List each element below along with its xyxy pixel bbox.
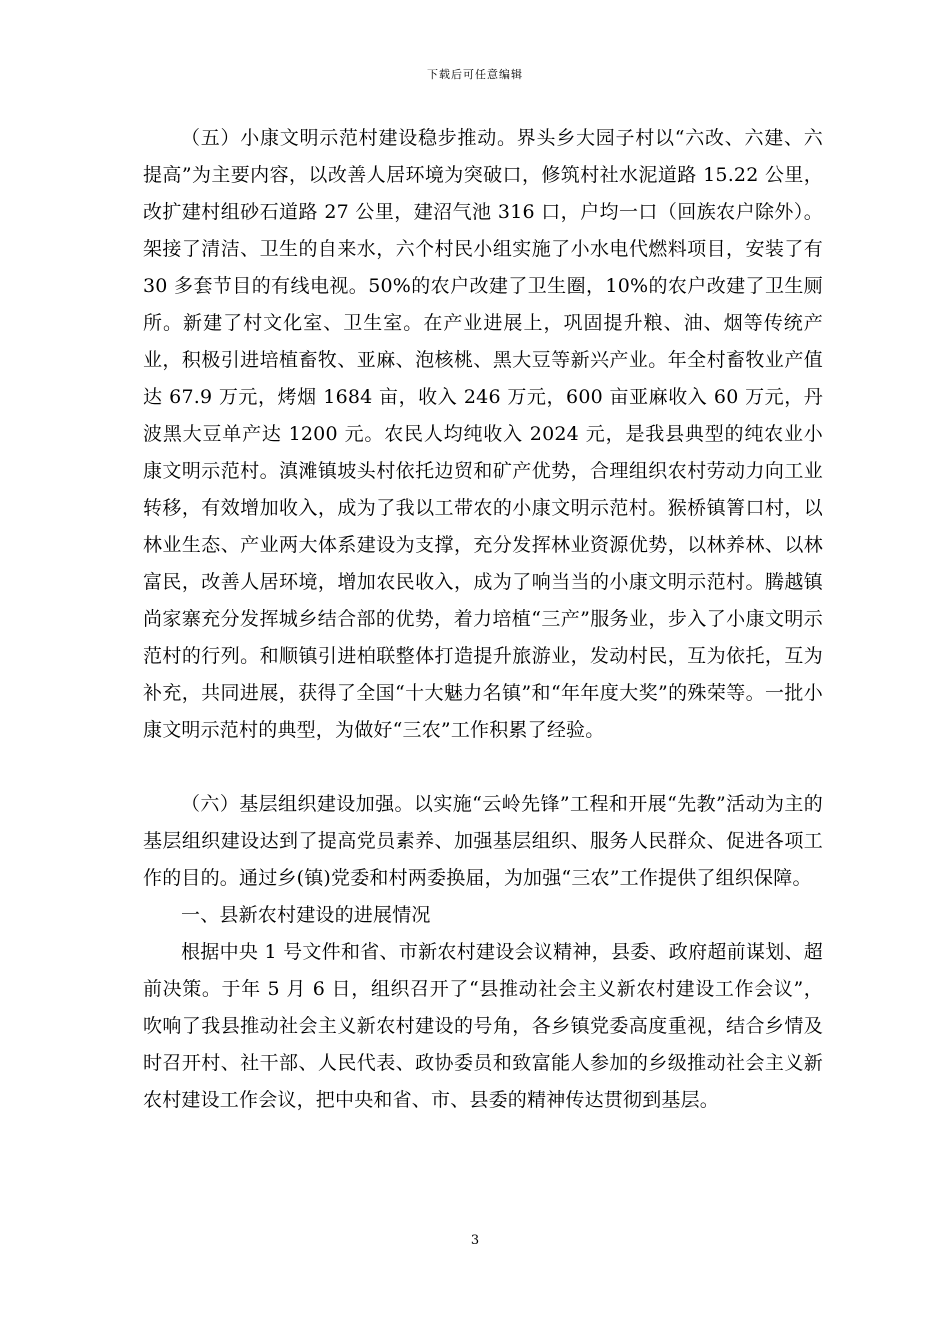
section-heading: 一、县新农村建设的进展情况 <box>181 904 431 926</box>
document-body <box>143 120 823 1119</box>
paragraph-progress: 根据中央 1 号文件和省、市新农村建设会议精神，县委、政府超前谋划、超前决策。于年 5 月 6 日，组织召开了“县推动社会主义新农村建设工作会议”，吹响了我县推动社会主义新农村建设的号角，各乡镇党委高度重视，结合乡情及时召开村、社干部、人民代表、政协委员和致富能人参加的乡级推动社会主义新农村建设工作会议，把中央和省、市、县委的精神传达贯彻到基层。 <box>143 941 823 1111</box>
page-header-note: 下载后可任意编辑 <box>427 68 523 81</box>
paragraph-section-five: （五）小康文明示范村建设稳步推动。界头乡大园子村以“六改、六建、六提高”为主要内容，以改善人居环境为突破口，修筑村社水泥道路 15.22 公里，改扩建村组砂石道路 27 公里，建沼气池 316 口，户均一口（回族农户除外）。架接了清洁、卫生的自来水，六个村民小组实施了小水电代燃料项目，安装了有 30 多套节目的有线电视。50%的农户改建了卫生圈，10%的农户改建了卫生厕所。新建了村文化室、卫生室。在产业进展上，巩固提升粮、油、烟等传统产业，积极引进培植畜牧、亚麻、泡核桃、黑大豆等新兴产业。年全村畜牧业产值达 67.9 万元，烤烟 1684 亩，收入 246 万元，600 亩亚麻收入 60 万元，丹波黑大豆单产达 1200 元。农民人均纯收入 2024 元，是我县典型的纯农业小康文明示范村。滇滩镇坡头村依托边贸和矿产优势，合理组织农村劳动力向工业转移，有效增加收入，成为了我以工带农的小康文明示范村。猴桥镇箐口村，以林业生态、产业两大体系建设为支撑，充分发挥林业资源优势，以林养林、以林富民，改善人居环境，增加农民收入，成为了响当当的小康文明示范村。腾越镇尚家寨充分发挥城乡结合部的优势，着力培植“三产”服务业，步入了小康文明示范村的行列。和顺镇引进柏联整体打造提升旅游业，发动村民，互为依托，互为补充，共同进展，获得了全国“十大魅力名镇”和“年年度大奖”的殊荣等。一批小康文明示范村的典型，为做好“三农”工作积累了经验。 <box>143 127 823 741</box>
paragraph-spacer <box>143 749 823 786</box>
page-number: 3 <box>470 1233 480 1248</box>
paragraph-section-six: （六）基层组织建设加强。以实施“云岭先锋”工程和开展“先教”活动为主的基层组织建设达到了提高党员素养、加强基层组织、服务人民群众、促进各项工作的目的。通过乡(镇)党委和村两委换届，为加强“三农”工作提供了组织保障。 <box>143 793 823 889</box>
